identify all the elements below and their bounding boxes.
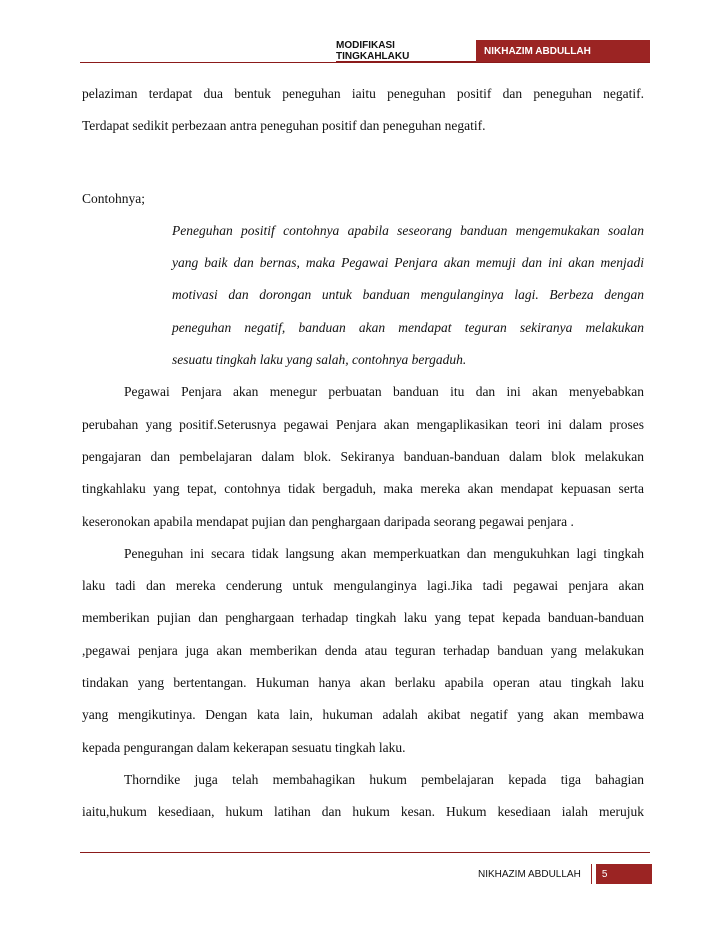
example-line: motivasi dan dorongan untuk banduan mengulanginya lagi. Berbeza dengan (172, 287, 644, 303)
example-line: peneguhan negatif, banduan akan mendapat teguran sekiranya melakukan (172, 319, 644, 335)
page-header (336, 40, 650, 62)
body-line: Peneguhan ini secara tidak langsung akan memperkuatkan dan mengukuhkan lagi tingkah (124, 545, 644, 561)
page-body (82, 84, 644, 835)
example-line: sesuatu tingkah laku yang salah, contohnya bergaduh. (172, 352, 467, 368)
body-line: perubahan yang positif.Seterusnya pegawai Penjara akan mengaplikasikan teori ini dalam proses (82, 416, 644, 432)
body-line: Terdapat sedikit perbezaan antra peneguhan positif dan peneguhan negatif. (82, 118, 486, 134)
body-line: laku tadi dan mereka cenderung untuk mengulanginya lagi.Jika tadi pegawai penjara akan (82, 578, 644, 594)
header-title: MODIFIKASI TINGKAHLAKU (336, 40, 476, 62)
example-line: yang baik dan bernas, maka Pegawai Penjara akan memuji dan ini akan menjadi (172, 255, 644, 271)
footer-author: NIKHAZIM ABDULLAH (478, 864, 592, 884)
page-footer (478, 864, 652, 884)
body-line: pengajaran dan pembelajaran dalam blok. Sekiranya banduan-banduan dalam blok melakukan (82, 448, 644, 464)
footer-divider (80, 852, 650, 853)
body-line: kepada pengurangan dalam kekerapan sesuatu tingkah laku. (82, 739, 406, 755)
body-line: pelaziman terdapat dua bentuk peneguhan iaitu peneguhan positif dan peneguhan negatif. (82, 86, 644, 101)
body-line: tindakan yang bertentangan. Hukuman hanya akan berlaku apabila operan atau tingkah laku (82, 675, 644, 691)
body-line: yang mengikutinya. Dengan kata lain, hukuman adalah akibat negatif yang akan membawa (82, 707, 644, 723)
body-line: tingkahlaku yang tepat, contohnya tidak bergaduh, maka mereka akan mendapat kepuasan serta (82, 481, 644, 497)
body-line: keseronokan apabila mendapat pujian dan penghargaan daripada seorang pegawai penjara . (82, 513, 574, 529)
body-line: ,pegawai penjara juga akan memberikan denda atau teguran terhadap banduan yang melakukan (82, 642, 644, 658)
paragraph-gap (82, 149, 644, 189)
header-author: NIKHAZIM ABDULLAH (476, 40, 650, 62)
example-line: Peneguhan positif contohnya apabila seseorang banduan mengemukakan soalan (172, 222, 644, 238)
example-label: Contohnya; (82, 190, 145, 206)
body-line: iaitu,hukum kesediaan, hukum latihan dan hukum kesan. Hukum kesediaan ialah merujuk (82, 804, 644, 820)
body-line: memberikan pujian dan penghargaan terhadap tingkah laku yang tepat kepada banduan-banduan (82, 610, 644, 626)
page-number: 5 (596, 864, 652, 884)
body-line: Pegawai Penjara akan menegur perbuatan banduan itu dan ini akan menyebabkan (124, 384, 644, 400)
body-line: Thorndike juga telah membahagikan hukum pembelajaran kepada tiga bahagian (124, 771, 644, 787)
header-divider (80, 62, 650, 63)
